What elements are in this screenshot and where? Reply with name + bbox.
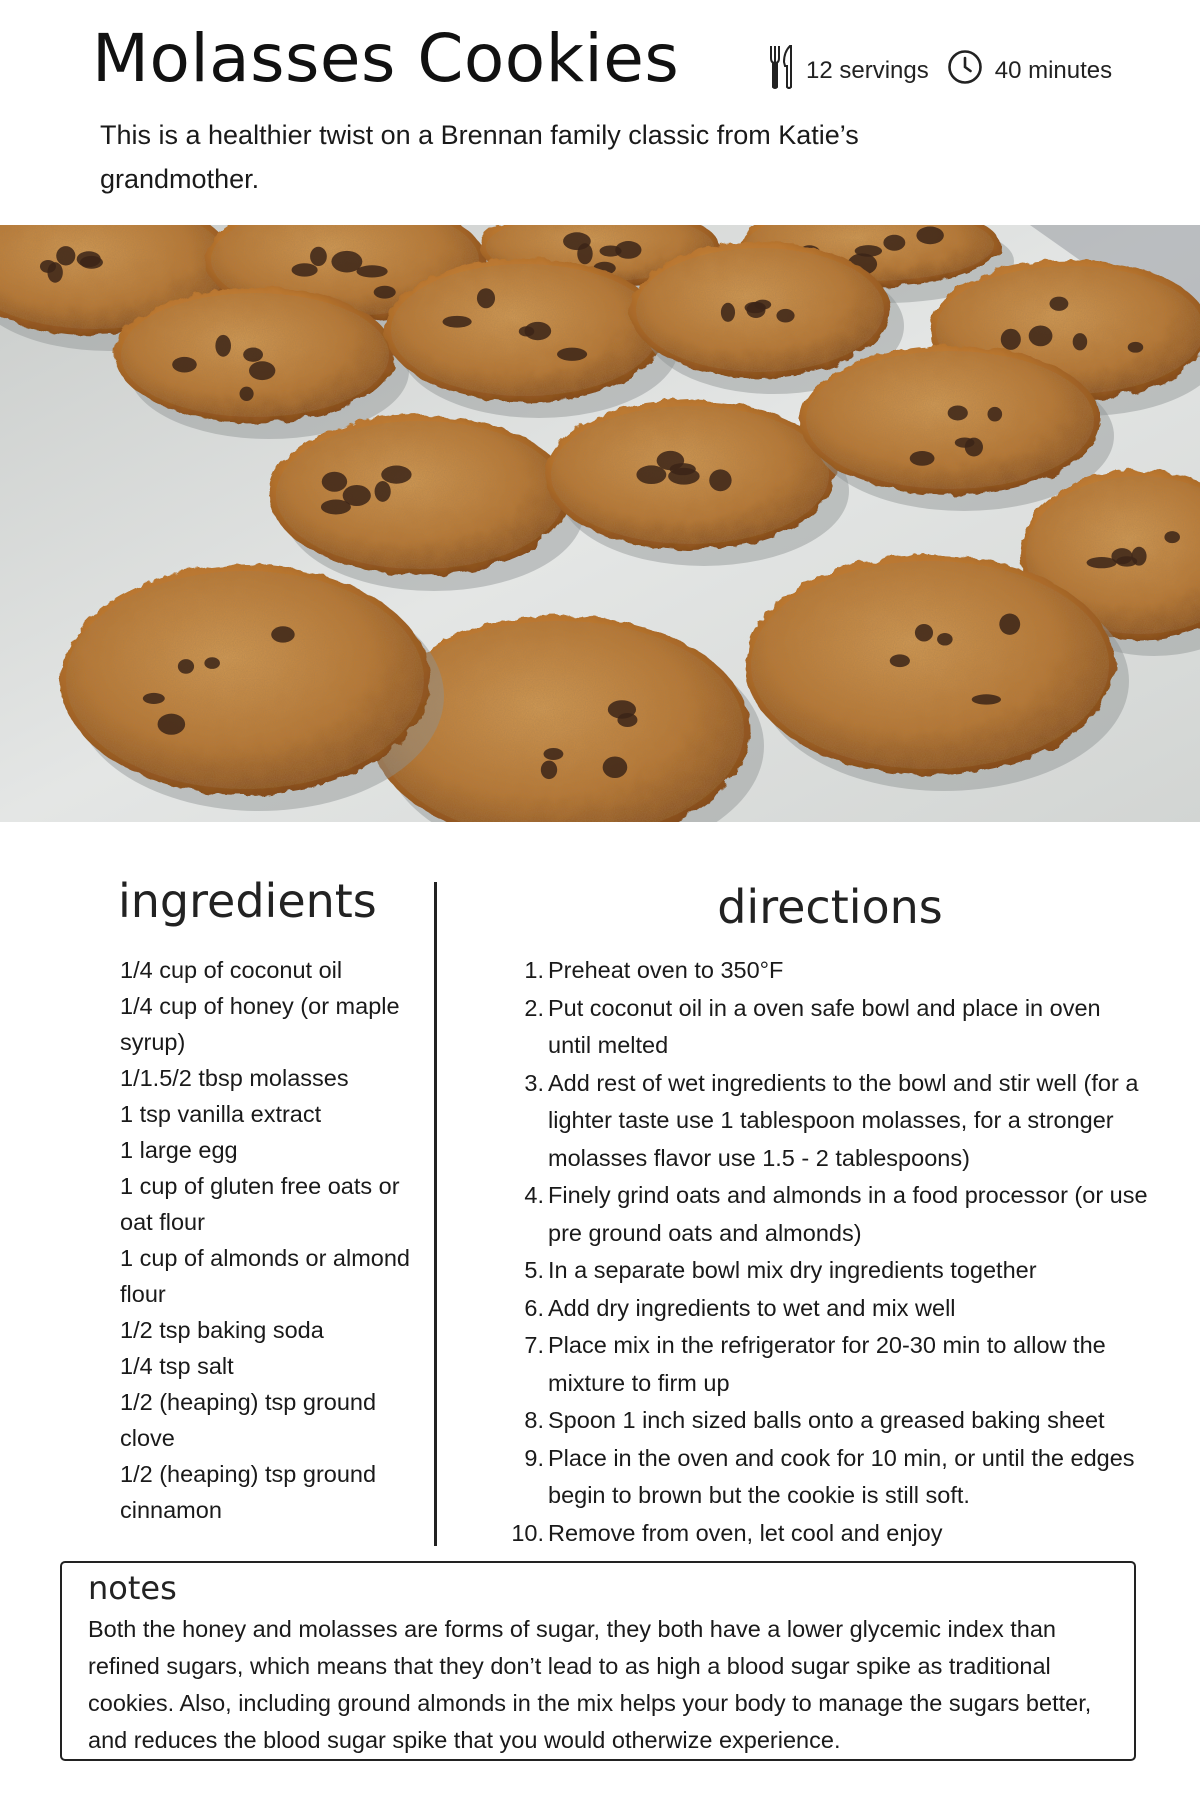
step-text: Add rest of wet ingredients to the bowl and stir well (for a lighter taste use 1 tablespoon molasses, for a stronger molasses flavor use 1.5 - 2 tablespoons) bbox=[548, 1069, 1139, 1171]
notes-text: Both the honey and molasses are forms of sugar, they both have a lower glycemic index than refined sugars, which means that they don’t lead to as high a blood sugar spike as traditional cookies. Also, including ground almonds in the mix helps your body to manage the sugars better, and reduces the blood sugar spike that you would otherwize experience. bbox=[88, 1616, 1092, 1753]
ingredient-item: 1/4 cup of honey (or maple syrup) bbox=[120, 993, 400, 1055]
recipe-title: Molasses Cookies bbox=[92, 20, 680, 97]
ingredient-item: 1/1.5/2 tbsp molasses bbox=[120, 1065, 349, 1091]
direction-step bbox=[508, 1440, 1148, 1515]
ingredient-item: 1/4 cup of coconut oil bbox=[120, 957, 343, 983]
directions-list bbox=[508, 952, 1148, 1552]
ingredients-list bbox=[120, 952, 410, 1528]
direction-step bbox=[508, 1177, 1148, 1252]
direction-step bbox=[508, 990, 1148, 1065]
column-divider bbox=[434, 882, 437, 1546]
step-text: Remove from oven, let cool and enjoy bbox=[548, 1519, 943, 1546]
direction-step bbox=[508, 952, 1148, 990]
step-number: 6. bbox=[524, 1294, 544, 1321]
step-number: 8. bbox=[524, 1407, 544, 1433]
step-text: Add dry ingredients to wet and mix well bbox=[548, 1294, 956, 1321]
cookies-photo bbox=[0, 225, 1200, 822]
notes-heading: notes bbox=[88, 1569, 177, 1607]
directions-heading: directions bbox=[717, 880, 943, 934]
direction-step bbox=[508, 1065, 1148, 1178]
fork-knife-icon bbox=[768, 44, 794, 97]
step-text: Preheat oven to 350°F bbox=[548, 957, 784, 983]
ingredient-item: 1/2 tsp baking soda bbox=[120, 1317, 324, 1343]
ingredient-item: 1 cup of almonds or almond flour bbox=[120, 1245, 410, 1307]
step-number: 7. bbox=[524, 1332, 544, 1358]
direction-step bbox=[508, 1252, 1148, 1290]
direction-step bbox=[508, 1327, 1148, 1402]
ingredient-item: 1/2 (heaping) tsp ground clove bbox=[120, 1389, 377, 1451]
direction-step bbox=[508, 1402, 1148, 1440]
step-text: Place mix in the refrigerator for 20-30 min to allow the mixture to firm up bbox=[548, 1332, 1106, 1396]
recipe-intro: This is a healthier twist on a Brennan family classic from Katie’s grandmother. bbox=[100, 120, 859, 194]
direction-step bbox=[508, 1290, 1148, 1328]
step-number: 3. bbox=[524, 1069, 544, 1096]
servings-text: 12 servings bbox=[806, 56, 929, 84]
step-number: 10. bbox=[511, 1519, 544, 1546]
ingredient-item: 1 large egg bbox=[120, 1137, 238, 1163]
step-text: Put coconut oil in a oven safe bowl and place in oven until melted bbox=[548, 994, 1101, 1058]
step-number: 5. bbox=[524, 1257, 544, 1283]
step-text: Spoon 1 inch sized balls onto a greased baking sheet bbox=[548, 1407, 1105, 1433]
ingredient-item: 1 tsp vanilla extract bbox=[120, 1101, 322, 1127]
notes-box bbox=[60, 1561, 1136, 1761]
ingredients-heading: ingredients bbox=[118, 874, 377, 928]
step-text: Finely grind oats and almonds in a food processor (or use pre ground oats and almonds) bbox=[548, 1182, 1148, 1246]
recipe-meta bbox=[768, 44, 1112, 97]
step-number: 4. bbox=[524, 1182, 544, 1208]
ingredient-item: 1/4 tsp salt bbox=[120, 1353, 234, 1379]
ingredient-item: 1 cup of gluten free oats or oat flour bbox=[120, 1173, 400, 1235]
ingredient-item: 1/2 (heaping) tsp ground cinnamon bbox=[120, 1461, 377, 1523]
direction-step bbox=[508, 1515, 1148, 1553]
step-number: 1. bbox=[524, 957, 544, 983]
step-text: In a separate bowl mix dry ingredients together bbox=[548, 1257, 1037, 1283]
step-number: 2. bbox=[524, 994, 544, 1021]
step-number: 9. bbox=[524, 1444, 544, 1471]
clock-icon bbox=[947, 49, 983, 92]
time-text: 40 minutes bbox=[994, 56, 1113, 84]
step-text: Place in the oven and cook for 10 min, or until the edges begin to brown but the cookie is still soft. bbox=[548, 1444, 1135, 1508]
